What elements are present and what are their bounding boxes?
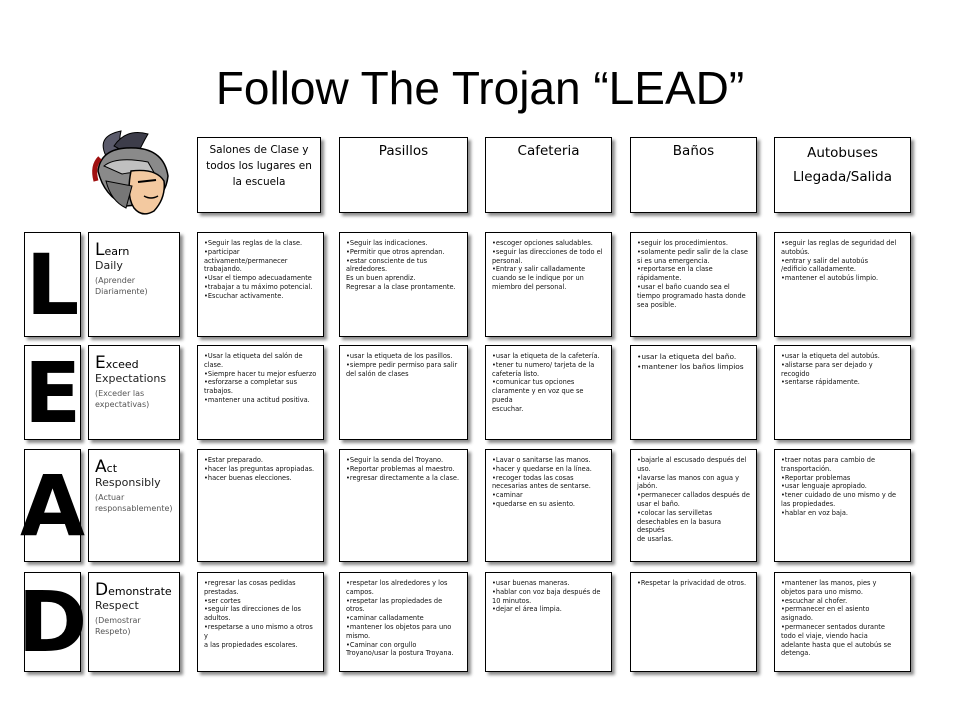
cell-line: •reportarse en la clase (637, 265, 713, 274)
cell-line: •traer notas para cambio de (781, 456, 876, 464)
word-second: Responsibly (95, 476, 161, 489)
spanish-translation (95, 275, 179, 297)
cell-line: •estar consciente de tus (346, 256, 428, 265)
cell-line: •seguir las direcciones de los (204, 605, 301, 614)
cell-line: Regresar a la clase prontamente. (346, 282, 456, 291)
cell-learn-classrooms (197, 232, 324, 337)
cell-line: •quedarse en su asiento. (492, 499, 576, 508)
header-buses-line-2: Llegada/Salida (793, 169, 892, 185)
cell-line: a las propiedades escolares. (204, 640, 298, 649)
cell-line: activamente/permanecer (204, 256, 288, 265)
cell-line: uso. (637, 464, 651, 473)
cell-line: campos. (346, 587, 374, 596)
letter-l: L (25, 235, 80, 334)
cell-line: necesarias antes de sentarse. (492, 482, 591, 491)
cell-line: •dejar el área limpia. (492, 605, 562, 614)
cell-line: •trabajar a tu máximo potencial. (204, 282, 313, 291)
letter-box-a (20, 449, 86, 562)
cell-line: personal. (492, 256, 523, 265)
spanish-line: (Aprender (95, 276, 136, 285)
letter-box-d (17, 572, 88, 672)
header-buses-line-1: Autobuses (807, 145, 878, 161)
cell-line: /edificio calladamente. (781, 265, 857, 274)
cell-line: •mantener los baños limpios (637, 362, 744, 371)
word-second: Respect (95, 599, 139, 612)
cell-line: •permanecer en el asiento (781, 605, 870, 614)
cell-exceed-buses (774, 345, 911, 440)
cell-demonstrate-buses (774, 572, 911, 672)
cell-line: •usar la etiqueta de los pasillos. (346, 352, 453, 360)
cell-line: tiempo programado hasta donde (637, 291, 746, 300)
cell-line: Troyano/usar la postura Troyana. (346, 649, 454, 658)
word-rest: ct (106, 462, 118, 475)
word-cap: L (95, 240, 105, 260)
cell-demonstrate-bathrooms (630, 572, 757, 672)
cell-line: •seguir las direcciones de todo el (492, 247, 603, 256)
word-learn (95, 240, 179, 260)
cell-act-classrooms (197, 449, 324, 562)
cell-line: •Estar preparado. (204, 456, 263, 464)
cell-line: •esforzarse a completar sus (204, 378, 298, 387)
header-hallways-label: Pasillos (378, 143, 429, 159)
cell-line: claramente y en voz que se pueda (492, 387, 584, 404)
spanish-line: expectativas) (95, 400, 150, 409)
cell-line: •alistarse para ser dejado y (781, 360, 873, 369)
cell-line: escuchar. (492, 404, 524, 413)
cell-exceed-classrooms (197, 345, 324, 440)
word-cap: E (95, 353, 106, 373)
cell-line: •usar la etiqueta del baño. (637, 352, 737, 361)
cell-line: adultos. (204, 614, 231, 623)
cell-exceed-cafeteria (485, 345, 612, 440)
word-second: Daily (95, 259, 123, 272)
cell-line: •hablar con voz baja después de (492, 587, 601, 596)
cell-line: •Permitir que otros aprendan. (346, 247, 445, 256)
cell-line: •sentarse rápidamente. (781, 378, 860, 387)
cell-line: Es un buen aprendiz. (346, 274, 416, 283)
cell-line: •usar la etiqueta del autobús. (781, 352, 880, 360)
header-bathrooms-label: Baños (672, 143, 715, 159)
cell-learn-cafeteria (485, 232, 612, 337)
header-cafeteria (485, 137, 612, 213)
cell-line: •entrar y salir del autobús (781, 256, 869, 265)
header-cafeteria-label: Cafeteria (517, 143, 580, 159)
page-title: Follow The Trojan “LEAD” (215, 62, 745, 114)
cell-line: prestadas. (204, 587, 239, 596)
cell-line: otros. (346, 605, 365, 614)
cell-act-buses (774, 449, 911, 562)
cell-act-bathrooms (630, 449, 757, 562)
cell-exceed-hallways (339, 345, 468, 440)
spanish-translation (95, 615, 179, 637)
cell-line: •respetarse a uno mismo a otros y (204, 622, 313, 640)
word-act (95, 457, 179, 477)
word-cap: A (95, 457, 107, 477)
cell-line: •colocar las servilletas (637, 508, 713, 517)
cell-line: •permanecer callados después de (637, 491, 750, 500)
cell-line: •mantener los objetos para uno (346, 622, 452, 631)
cell-line: •ser cortes (204, 596, 241, 605)
cell-line: sea posible. (637, 300, 677, 309)
cell-line: •bajarle al escusado después del (637, 456, 747, 464)
cell-line: desechables en la basura después (637, 517, 722, 535)
cell-line: trabajos. (204, 387, 233, 396)
word-box-exceed (88, 345, 180, 440)
cell-line: •hacer las preguntas apropiadas. (204, 464, 315, 473)
cell-line: •hacer buenas elecciones. (204, 473, 292, 482)
cell-line: objetos para uno mismo. (781, 587, 863, 596)
cell-line: recogido (781, 369, 810, 378)
header-classrooms-line-2: todos los lugares en (206, 160, 312, 172)
trojan-mascot-logo (86, 126, 186, 226)
cell-line: •mantener el autobús limpio. (781, 274, 879, 283)
word-box-learn (88, 232, 180, 337)
header-buses (774, 137, 911, 213)
word-second: Expectations (95, 372, 167, 385)
cell-demonstrate-classrooms (197, 572, 324, 672)
cell-line: •Usar la etiqueta del salón de (204, 352, 303, 360)
word-rest: earn (104, 245, 130, 258)
cell-line: •escoger opciones saludables. (492, 239, 593, 247)
cell-line: •mantener una actitud positiva. (204, 395, 310, 404)
cell-line: •caminar calladamente (346, 614, 424, 623)
cell-line: •usar el baño cuando sea el (637, 282, 730, 291)
cell-line: •Escuchar activamente. (204, 291, 284, 300)
cell-act-cafeteria (485, 449, 612, 562)
cell-line: •Siempre hacer tu mejor esfuerzo (204, 369, 317, 378)
letter-box-e (24, 345, 81, 440)
spanish-line: (Actuar (95, 493, 125, 502)
cell-line: 10 minutos. (492, 596, 532, 605)
cell-line: •respetar las propiedades de (346, 596, 443, 605)
cell-learn-buses (774, 232, 911, 337)
word-cap: D (95, 580, 109, 600)
cell-line: •hablar en voz baja. (781, 508, 848, 517)
cell-line: detenga. (781, 649, 811, 658)
cell-line: •caminar (492, 491, 523, 500)
cell-line: •Respetar la privacidad de otros. (637, 579, 747, 587)
cell-line: cuando se le indique por un (492, 274, 584, 283)
cell-line: •usar buenas maneras. (492, 579, 570, 587)
spanish-translation (95, 388, 179, 410)
cell-line: •seguir las reglas de seguridad del (781, 239, 897, 247)
cell-line: •respetar los alrededores y los (346, 579, 448, 587)
cell-line: •Lavar o sanitarse las manos. (492, 456, 591, 464)
letter-d: D (17, 573, 88, 671)
cell-line: si es una emergencia. (637, 256, 710, 265)
cell-line: •usar la etiqueta de la cafetería. (492, 352, 600, 360)
cell-line: del salón de clases (346, 369, 409, 378)
cell-line: •lavarse las manos con agua y (637, 473, 739, 482)
spanish-line: (Demostrar (95, 616, 141, 625)
cell-demonstrate-hallways (339, 572, 468, 672)
cell-line: •tener tu numero/ tarjeta de la (492, 360, 595, 369)
cell-line: •siempre pedir permiso para salir (346, 360, 458, 369)
cell-line: adelante hasta que el autobús se (781, 640, 892, 649)
cell-line: •mantener las manos, pies y (781, 579, 877, 587)
cell-line: •Reportar problemas (781, 473, 851, 482)
cell-line: rápidamente. (637, 274, 682, 283)
header-bathrooms (630, 137, 757, 213)
cell-line: •regresar las cosas pedidas (204, 579, 296, 587)
cell-line: •Seguir las reglas de la clase. (204, 239, 303, 247)
word-exceed (95, 353, 179, 373)
cell-line: •Caminar con orgullo (346, 640, 417, 649)
cell-line: •permanecer sentados durante (781, 622, 885, 631)
letter-a: A (20, 456, 86, 555)
cell-line: alrededores. (346, 265, 388, 274)
letter-e: E (23, 343, 82, 442)
header-hallways (339, 137, 468, 213)
word-rest: xceed (105, 358, 139, 371)
cell-line: transportación. (781, 464, 832, 473)
cell-line: autobús. (781, 247, 810, 256)
cell-line: •solamente pedir salir de la clase (637, 247, 748, 256)
cell-line: •seguir los procedimientos. (637, 239, 728, 247)
spanish-line: Diariamente) (95, 287, 148, 296)
cell-line: •comunicar tus opciones (492, 378, 575, 387)
word-box-act (88, 449, 180, 562)
cell-learn-bathrooms (630, 232, 757, 337)
cell-line: •usar lenguaje apropiado. (781, 482, 867, 491)
cell-line: usar el baño. (637, 499, 680, 508)
cell-demonstrate-cafeteria (485, 572, 612, 672)
word-box-demonstrate (88, 572, 180, 672)
cell-line: •hacer y quedarse en la línea. (492, 464, 592, 473)
header-classrooms-line-1: Salones de Clase y (209, 144, 309, 156)
header-classrooms-line-3: la escuela (232, 176, 286, 188)
spanish-line: (Exceder las (95, 389, 145, 398)
cell-line: asignado. (781, 614, 813, 623)
cell-line: todo el viaje, viendo hacia (781, 631, 868, 640)
cell-line: miembro del personal. (492, 282, 567, 291)
cell-act-hallways (339, 449, 468, 562)
cell-line: •Entrar y salir calladamente (492, 265, 586, 274)
cell-line: •recoger todas las cosas (492, 473, 574, 482)
cell-line: mismo. (346, 631, 371, 640)
cell-exceed-bathrooms (630, 345, 757, 440)
cell-line: trabajando. (204, 265, 242, 274)
spanish-line: responsablemente) (95, 504, 173, 513)
cell-line: clase. (204, 360, 224, 369)
cell-line: •Seguir la senda del Troyano. (346, 456, 444, 464)
spanish-line: Respeto) (95, 627, 131, 636)
cell-line: •Usar el tiempo adecuadamente (204, 274, 312, 283)
cell-line: •regresar directamente a la clase. (346, 473, 460, 482)
cell-line: jabón. (637, 482, 658, 491)
cell-line: •escuchar al chofer. (781, 596, 848, 605)
letter-box-l (24, 232, 81, 337)
spanish-translation (95, 492, 179, 514)
cell-line: •Seguir las indicaciones. (346, 239, 428, 247)
header-classrooms (197, 137, 321, 213)
word-demonstrate (95, 580, 179, 600)
cell-line: cafetería listo. (492, 369, 540, 378)
cell-line: •tener cuidado de uno mismo y de (781, 491, 897, 500)
cell-line: de usarlas. (637, 535, 674, 544)
cell-learn-hallways (339, 232, 468, 337)
cell-line: •participar (204, 247, 240, 256)
word-rest: emonstrate (108, 585, 172, 598)
cell-line: las propiedades. (781, 499, 836, 508)
cell-line: •Reportar problemas al maestro. (346, 464, 455, 473)
